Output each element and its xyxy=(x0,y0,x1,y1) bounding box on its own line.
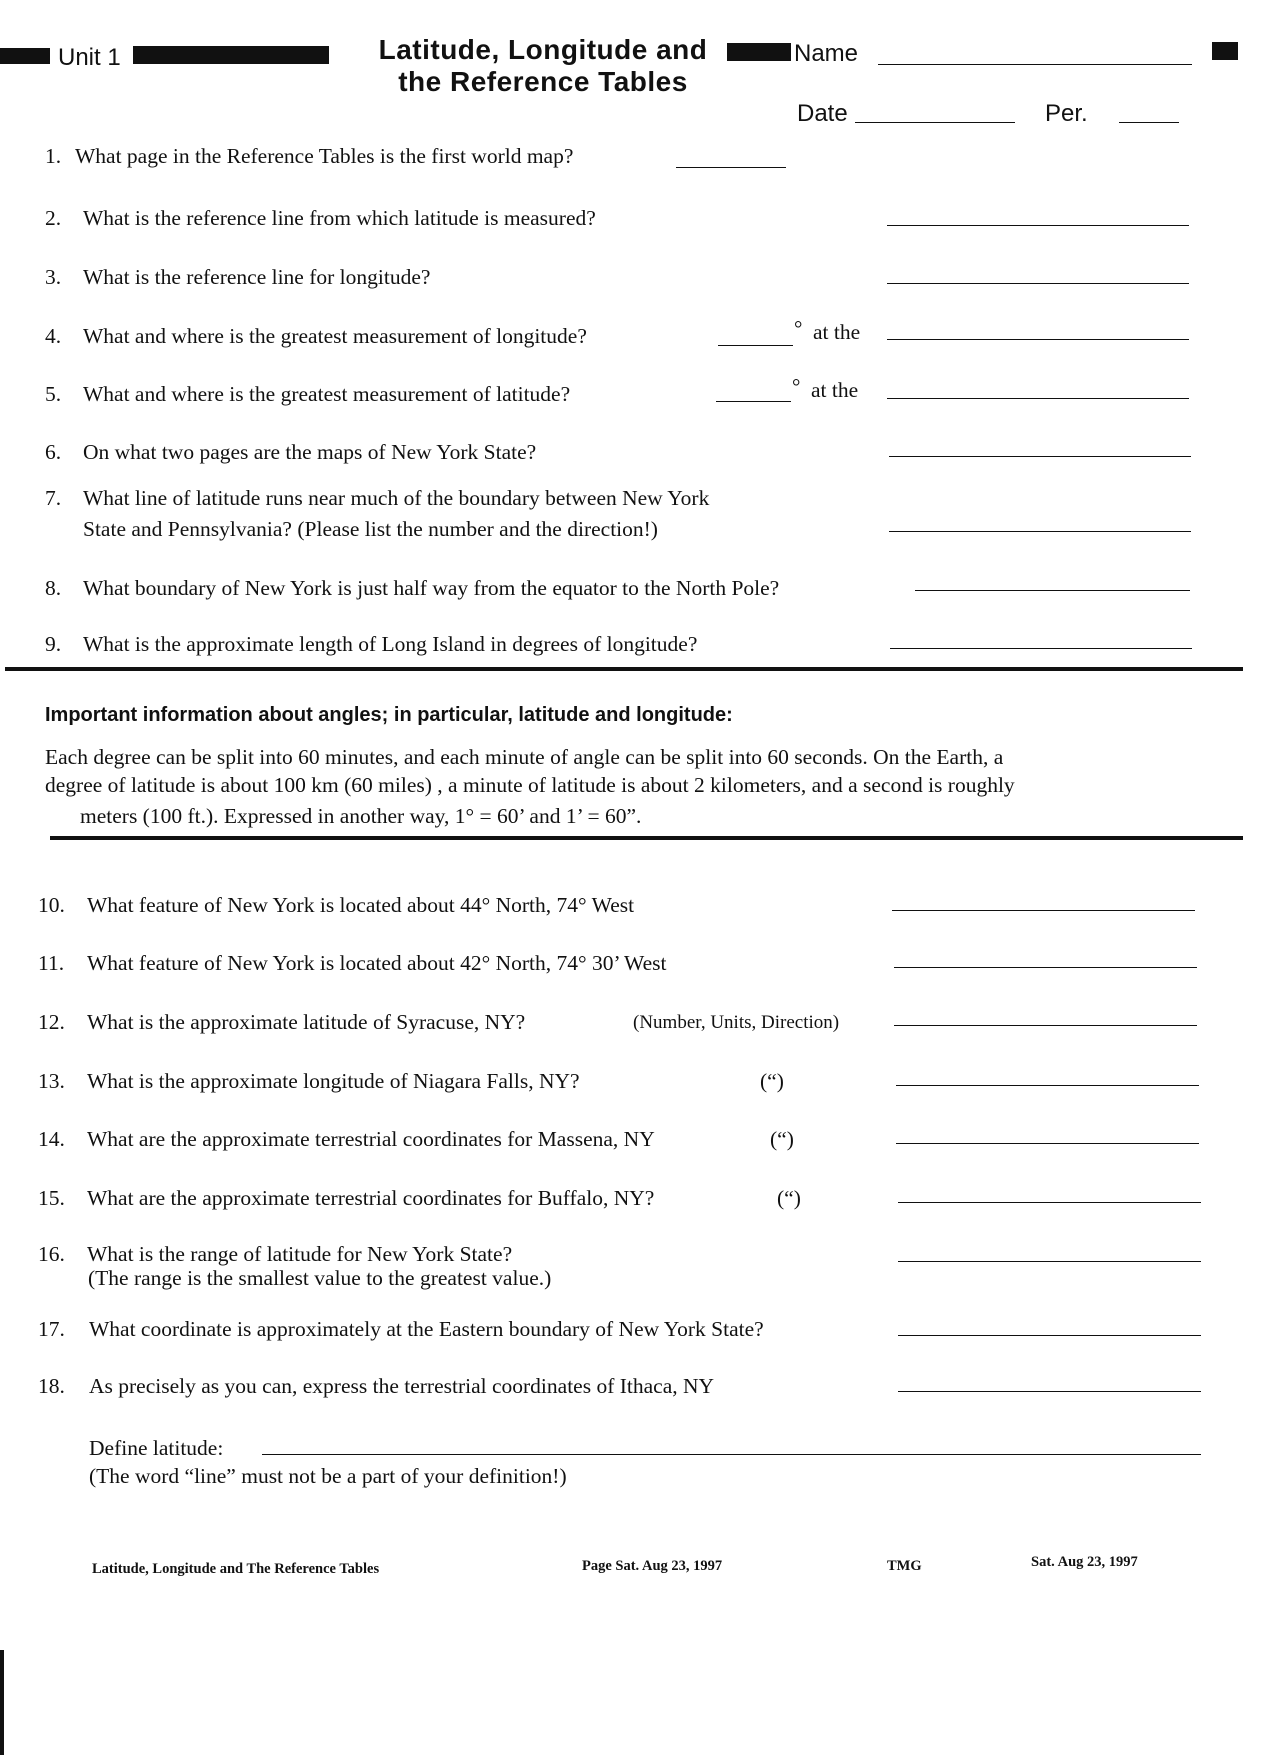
question-number: 8. xyxy=(45,576,62,600)
answer-field-8[interactable] xyxy=(915,590,1190,591)
scan-edge-mark xyxy=(0,1650,4,1755)
question-number: 12. xyxy=(38,1010,65,1034)
question-5 xyxy=(45,382,570,407)
question-text: What feature of New York is located about 42° North, 74° 30’ West xyxy=(87,951,667,975)
at-the-label: at the xyxy=(813,320,861,344)
footer-right: Sat. Aug 23, 1997 xyxy=(1031,1554,1138,1570)
question-text: What and where is the greatest measurement of latitude? xyxy=(83,382,571,406)
info-line-2: degree of latitude is about 100 km (60 miles) , a minute of latitude is about 2 kilometers, and a second is roughly xyxy=(45,773,1015,797)
question-number: 9. xyxy=(45,632,62,656)
question-number: 17. xyxy=(38,1317,65,1341)
answer-field-6[interactable] xyxy=(889,456,1191,457)
footer-center: Page Sat. Aug 23, 1997 xyxy=(582,1558,723,1574)
unit-label: Unit 1 xyxy=(58,44,121,71)
question-text: What boundary of New York is just half way from the equator to the North Pole? xyxy=(83,576,780,600)
question-15 xyxy=(38,1186,654,1211)
question-text: What are the approximate terrestrial coordinates for Buffalo, NY? xyxy=(87,1186,655,1210)
degree-symbol: ° xyxy=(794,316,803,340)
question-text: What page in the Reference Tables is the first world map? xyxy=(75,144,574,168)
question-7 xyxy=(45,486,709,511)
name-label: Name xyxy=(794,40,859,67)
question-12-hint: (Number, Units, Direction) xyxy=(633,1012,840,1033)
question-number: 14. xyxy=(38,1127,65,1151)
header-bar-2 xyxy=(133,46,329,64)
answer-field-15[interactable] xyxy=(898,1202,1201,1203)
question-11 xyxy=(38,951,667,976)
section-divider-bottom xyxy=(50,836,1243,840)
question-8 xyxy=(45,576,779,601)
answer-field-4[interactable] xyxy=(887,339,1189,340)
footer-left: Latitude, Longitude and The Reference Tables xyxy=(92,1561,380,1577)
page-title-line1: Latitude, Longitude and xyxy=(378,34,708,65)
header-left-bar xyxy=(0,48,50,64)
question-text: What is the reference line from which latitude is measured? xyxy=(83,206,596,230)
question-3 xyxy=(45,265,430,290)
question-6 xyxy=(45,440,536,465)
question-7-line2: State and Pennsylvania? (Please list the number and the direction!) xyxy=(83,517,658,541)
question-10 xyxy=(38,893,634,918)
question-17 xyxy=(38,1317,764,1342)
answer-field-7[interactable] xyxy=(889,531,1191,532)
answer-field-11[interactable] xyxy=(894,967,1197,968)
question-number: 4. xyxy=(45,324,62,348)
question-1 xyxy=(45,144,573,169)
question-number: 1. xyxy=(45,144,62,168)
question-16 xyxy=(38,1242,512,1267)
period-field[interactable] xyxy=(1119,122,1179,123)
question-text-line1: What line of latitude runs near much of the boundary between New York xyxy=(83,486,710,510)
degree-symbol: ° xyxy=(792,374,801,398)
answer-field-3[interactable] xyxy=(887,283,1189,284)
answer-field-2[interactable] xyxy=(887,225,1189,226)
question-number: 18. xyxy=(38,1374,65,1398)
answer-field-18[interactable] xyxy=(898,1391,1201,1392)
question-number: 15. xyxy=(38,1186,65,1210)
define-latitude-field[interactable] xyxy=(262,1454,1201,1455)
answer-field-1[interactable] xyxy=(676,167,786,168)
question-13-hint: (“) xyxy=(760,1069,784,1093)
answer-field-12[interactable] xyxy=(894,1025,1197,1026)
info-heading: Important information about angles; in particular, latitude and longitude: xyxy=(45,704,733,726)
question-number: 7. xyxy=(45,486,62,510)
question-number: 11. xyxy=(38,951,65,975)
period-label: Per. xyxy=(1045,100,1088,127)
question-13 xyxy=(38,1069,580,1094)
question-text: What is the approximate length of Long Island in degrees of longitude? xyxy=(83,632,698,656)
footer-initials: TMG xyxy=(887,1558,922,1574)
date-field[interactable] xyxy=(855,122,1015,123)
question-14 xyxy=(38,1127,655,1152)
answer-field-14[interactable] xyxy=(896,1143,1199,1144)
date-label: Date xyxy=(797,100,848,127)
question-text: What coordinate is approximately at the Eastern boundary of New York State? xyxy=(89,1317,764,1341)
question-text: What and where is the greatest measurement of longitude? xyxy=(83,324,587,348)
question-text: What is the reference line for longitude? xyxy=(83,265,431,289)
question-number: 13. xyxy=(38,1069,65,1093)
degree-field-4[interactable] xyxy=(718,345,793,346)
define-latitude-prompt: Define latitude: xyxy=(89,1436,224,1460)
header-right-bar xyxy=(1212,42,1238,60)
question-15-hint: (“) xyxy=(777,1186,801,1210)
name-field[interactable] xyxy=(878,64,1192,65)
header-bar-3 xyxy=(727,43,791,61)
question-14-hint: (“) xyxy=(770,1127,794,1151)
question-9 xyxy=(45,632,697,657)
question-2 xyxy=(45,206,596,231)
answer-field-9[interactable] xyxy=(890,648,1192,649)
question-18 xyxy=(38,1374,714,1399)
define-latitude-note: (The word “line” must not be a part of your definition!) xyxy=(89,1464,567,1488)
question-text: On what two pages are the maps of New York State? xyxy=(83,440,537,464)
question-number: 16. xyxy=(38,1242,65,1266)
answer-field-16[interactable] xyxy=(898,1261,1201,1262)
question-number: 10. xyxy=(38,893,65,917)
question-number: 3. xyxy=(45,265,62,289)
page-title-line2: the Reference Tables xyxy=(398,66,688,97)
answer-field-5[interactable] xyxy=(887,398,1189,399)
answer-field-10[interactable] xyxy=(892,910,1195,911)
question-text: What feature of New York is located about 44° North, 74° West xyxy=(87,893,635,917)
question-text: As precisely as you can, express the terrestrial coordinates of Ithaca, NY xyxy=(89,1374,715,1398)
section-divider-top xyxy=(5,667,1243,671)
question-number: 5. xyxy=(45,382,62,406)
question-text: What is the approximate latitude of Syracuse, NY? xyxy=(87,1010,526,1034)
answer-field-13[interactable] xyxy=(896,1085,1199,1086)
question-16-line2: (The range is the smallest value to the greatest value.) xyxy=(88,1266,552,1290)
at-the-label: at the xyxy=(811,378,859,402)
question-number: 2. xyxy=(45,206,62,230)
info-line-3: meters (100 ft.). Expressed in another way, 1° = 60’ and 1’ = 60”. xyxy=(80,804,642,828)
question-text: What is the approximate longitude of Niagara Falls, NY? xyxy=(87,1069,580,1093)
question-4 xyxy=(45,324,587,349)
answer-field-17[interactable] xyxy=(898,1335,1201,1336)
question-number: 6. xyxy=(45,440,62,464)
question-12 xyxy=(38,1010,525,1035)
degree-field-5[interactable] xyxy=(716,401,791,402)
info-line-1: Each degree can be split into 60 minutes, and each minute of angle can be split into 60 seconds. On the Earth, a xyxy=(45,745,1004,769)
question-text: What are the approximate terrestrial coordinates for Massena, NY xyxy=(87,1127,655,1151)
question-text-line1: What is the range of latitude for New York State? xyxy=(87,1242,513,1266)
